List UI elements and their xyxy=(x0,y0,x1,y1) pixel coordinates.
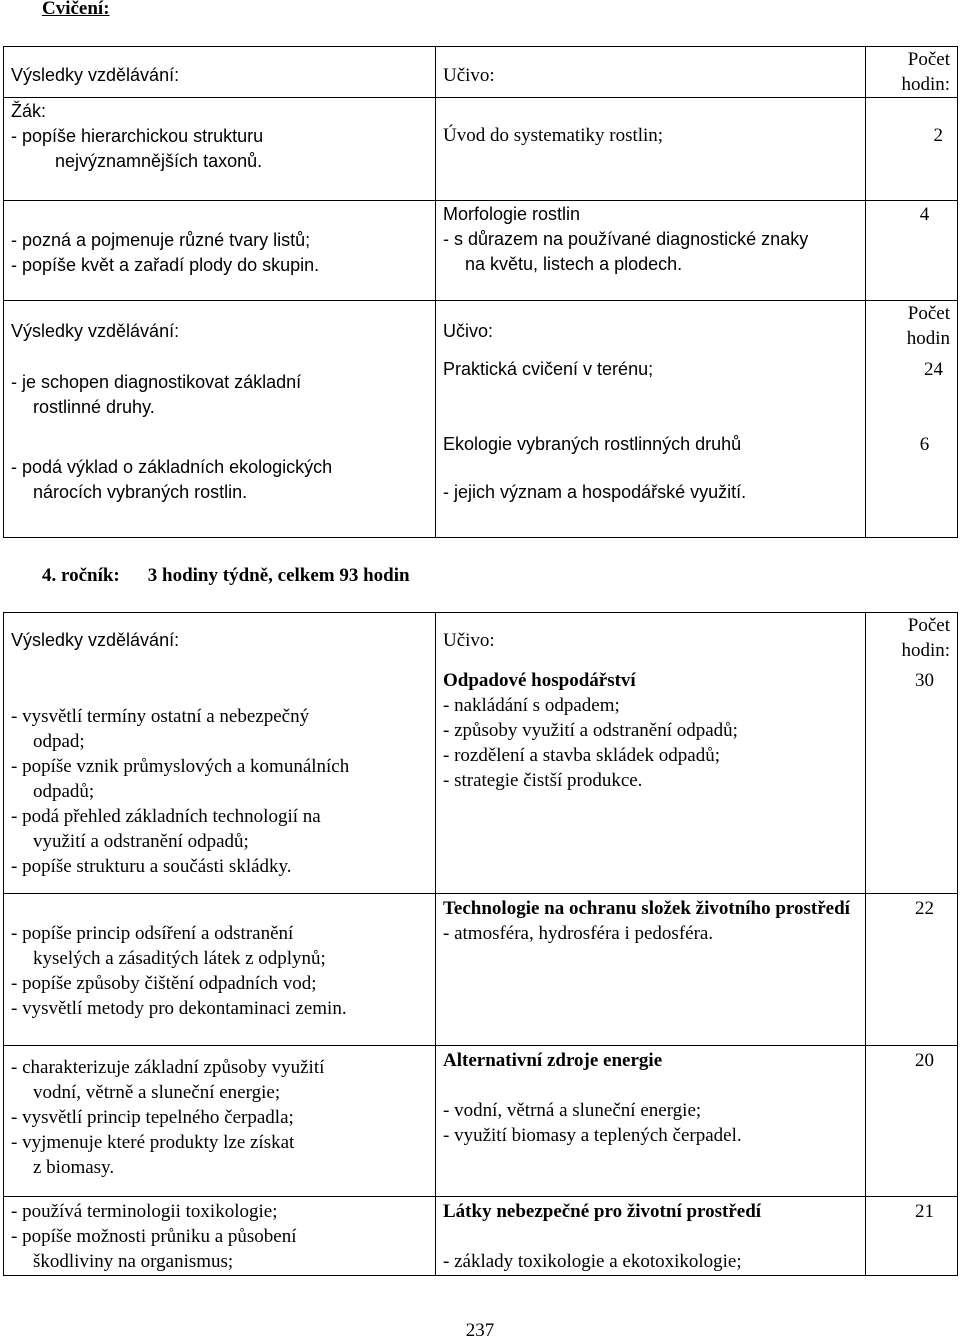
row-hours: 2 xyxy=(866,98,958,201)
header-vysledky: Výsledky vzdělávání: xyxy=(4,47,436,98)
row-left: - je schopen diagnostikovat základní rostlinné druhy. xyxy=(4,357,436,432)
row-ucivo: Ekologie vybraných rostlinných druhů - jejich význam a hospodářské využití. xyxy=(436,432,866,538)
header-pocet: Počet hodin: xyxy=(866,613,958,666)
table-row xyxy=(4,357,958,432)
row-hours: 21 xyxy=(866,1197,958,1276)
row-left: - podá výklad o základních ekologických nárocích vybraných rostlin. xyxy=(4,432,436,538)
header-vysledky: Výsledky vzdělávání: xyxy=(4,301,436,357)
header-pocet: Počet hodin xyxy=(866,301,958,357)
row-ucivo: Morfologie rostlin - s důrazem na používané diagnostické znaky na květu, listech a plodech. xyxy=(436,201,866,301)
row-ucivo: Odpadové hospodářství - nakládání s odpadem; - způsoby využití a odstranění odpadů; - rozdělení a stavba skládek odpadů; - strategie čistší produkce. xyxy=(436,666,866,894)
table-row xyxy=(4,201,958,301)
row-hours: 20 xyxy=(866,1046,958,1197)
table-4-rocnik xyxy=(3,612,958,1276)
year-heading: 4. ročník: 3 hodiny týdně, celkem 93 hodin xyxy=(42,565,410,586)
row-left: Žák: - popíše hierarchickou strukturu nejvýznamnějších taxonů. xyxy=(4,98,436,201)
row-left: - pozná a pojmenuje různé tvary listů; - popíše květ a zařadí plody do skupin. xyxy=(4,201,436,301)
table-cviceni xyxy=(3,46,958,538)
header-pocet: Počet hodin: xyxy=(866,47,958,98)
table-header xyxy=(4,301,958,357)
row-left: - vysvětlí termíny ostatní a nebezpečný odpad; - popíše vznik průmyslových a komunálních odpadů; - podá přehled základních technologií na využití a odstranění odpadů; - popíše strukturu a součásti skládky. xyxy=(4,666,436,894)
header-ucivo: Učivo: xyxy=(436,613,866,666)
row-hours: 24 xyxy=(866,357,958,432)
row-hours: 4 xyxy=(866,201,958,301)
row-left: - popíše princip odsíření a odstranění kyselých a zásaditých látek z odplynů; - popíše způsoby čištění odpadních vod; - vysvětlí metody pro dekontaminaci zemin. xyxy=(4,894,436,1046)
row-left: - charakterizuje základní způsoby využití vodní, větrně a sluneční energie; - vysvětlí princip tepelného čerpadla; - vyjmenuje které produkty lze získat z biomasy. xyxy=(4,1046,436,1197)
header-vysledky: Výsledky vzdělávání: xyxy=(4,613,436,666)
table-row xyxy=(4,894,958,1046)
header-ucivo: Učivo: xyxy=(436,47,866,98)
header-ucivo: Učivo: xyxy=(436,301,866,357)
table-row xyxy=(4,1046,958,1197)
row-ucivo: Alternativní zdroje energie - vodní, větrná a sluneční energie; - využití biomasy a teplených čerpadel. xyxy=(436,1046,866,1197)
row-ucivo: Technologie na ochranu složek životního prostředí - atmosféra, hydrosféra i pedosféra. xyxy=(436,894,866,1046)
row-hours: 6 xyxy=(866,432,958,538)
table-header xyxy=(4,613,958,666)
page-number: 237 xyxy=(465,1320,495,1341)
table-row xyxy=(4,666,958,894)
row-hours: 30 xyxy=(866,666,958,894)
table-header xyxy=(4,47,958,98)
table-row xyxy=(4,98,958,201)
table-row xyxy=(4,432,958,538)
row-ucivo: Praktická cvičení v terénu; xyxy=(436,357,866,432)
table-row xyxy=(4,1197,958,1276)
row-ucivo: Látky nebezpečné pro životní prostředí - základy toxikologie a ekotoxikologie; xyxy=(436,1197,866,1276)
row-left: - používá terminologii toxikologie; - popíše možnosti průniku a působení škodliviny na organismus; xyxy=(4,1197,436,1276)
section-title: Cvičení: xyxy=(42,0,110,19)
row-ucivo: Úvod do systematiky rostlin; xyxy=(436,98,866,201)
row-hours: 22 xyxy=(866,894,958,1046)
